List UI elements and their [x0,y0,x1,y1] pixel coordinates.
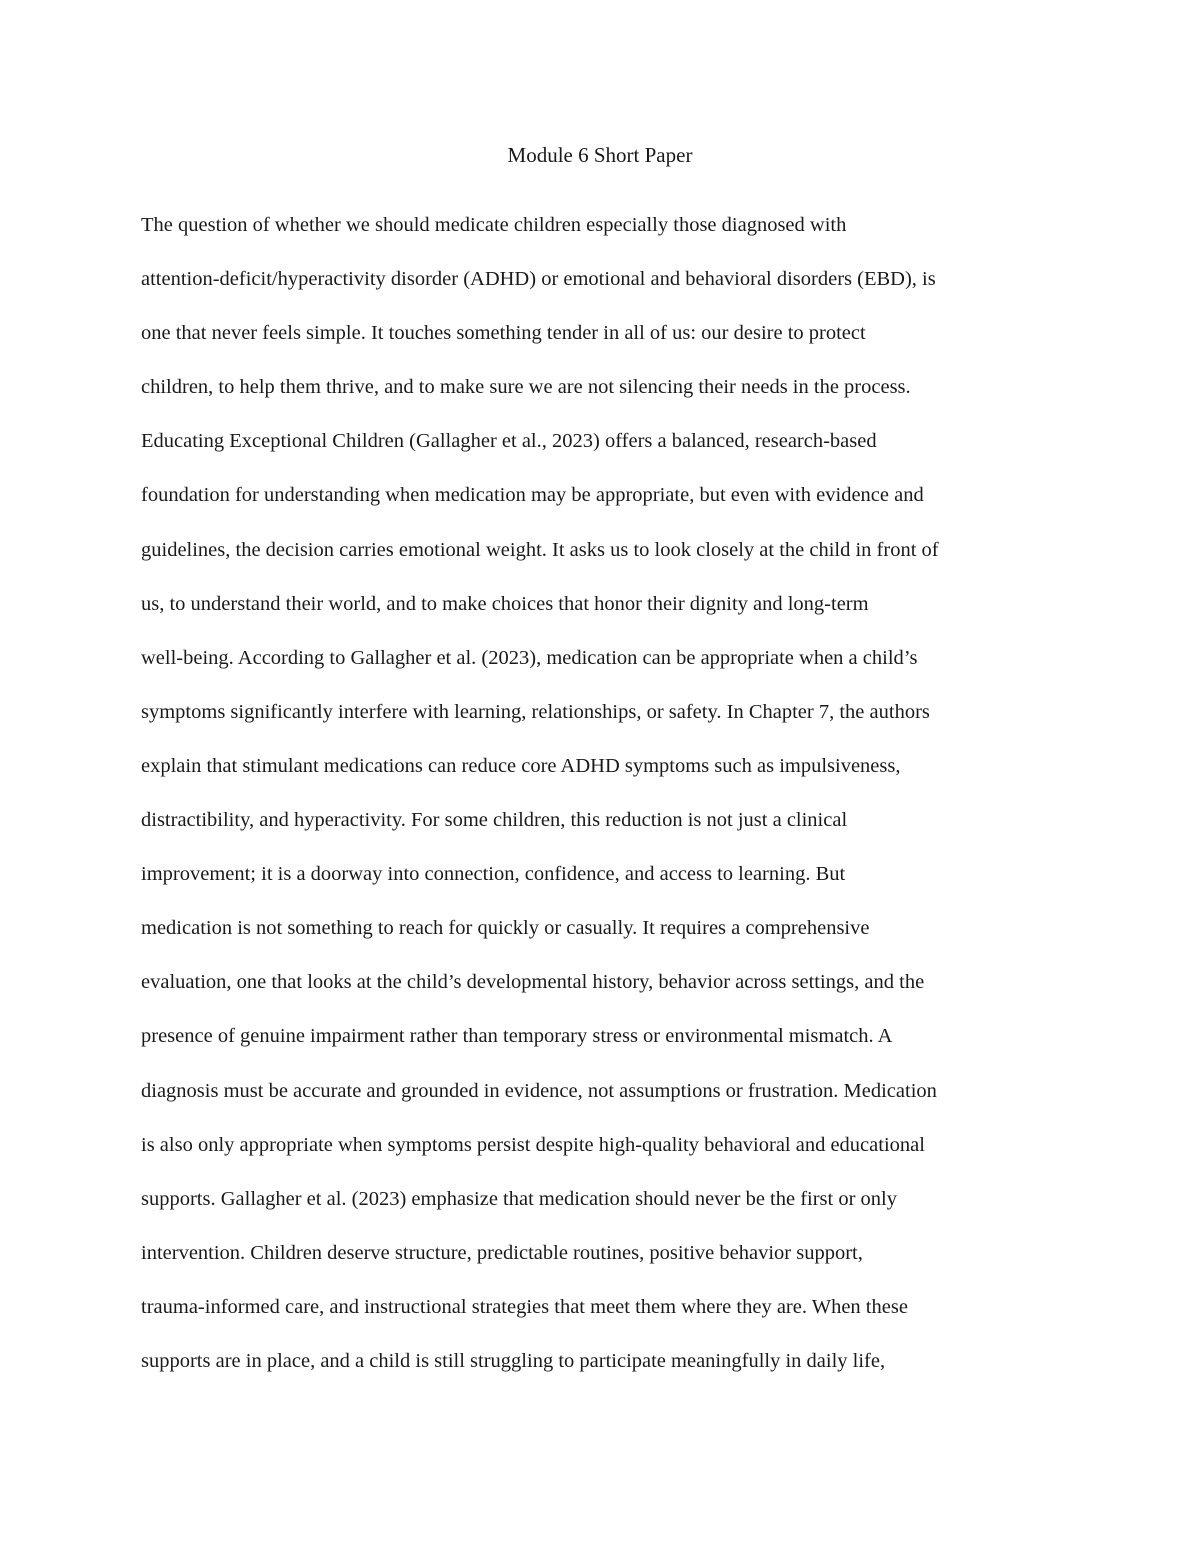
body-line: explain that stimulant medications can reduce core ADHD symptoms such as impulsiveness, [141,754,901,777]
body-line: distractibility, and hyperactivity. For some children, this reduction is not just a clinical [141,809,848,832]
body-line: foundation for understanding when medication may be appropriate, but even with evidence and [141,484,924,507]
body-line: guidelines, the decision carries emotional weight. It asks us to look closely at the child in front of [141,538,939,561]
body-line: one that never feels simple. It touches something tender in all of us: our desire to protect [141,322,866,345]
body-line: presence of genuine impairment rather than temporary stress or environmental mismatch. A [141,1025,893,1048]
body-line: us, to understand their world, and to make choices that honor their dignity and long-term [141,592,869,615]
body-line: The question of whether we should medicate children especially those diagnosed with [141,214,847,236]
body-line: trauma-informed care, and instructional strategies that meet them where they are. When these [141,1295,908,1318]
body-line: supports are in place, and a child is still struggling to participate meaningfully in daily life, [141,1349,886,1372]
body-line: diagnosis must be accurate and grounded in evidence, not assumptions or frustration. Medication [141,1079,937,1102]
body-line: attention-deficit/hyperactivity disorder (ADHD) or emotional and behavioral disorders (EBD), is [141,268,936,291]
paper-body [141,210,1071,1400]
body-line: improvement; it is a doorway into connection, confidence, and access to learning. But [141,863,846,886]
body-line: symptoms significantly interfere with learning, relationships, or safety. In Chapter 7, the authors [141,700,930,723]
body-line: well-being. According to Gallagher et al. (2023), medication can be appropriate when a child’s [141,646,918,669]
body-line: supports. Gallagher et al. (2023) emphasize that medication should never be the first or only [141,1187,898,1210]
body-line: children, to help them thrive, and to make sure we are not silencing their needs in the process. [141,376,911,399]
body-line: is also only appropriate when symptoms persist despite high-quality behavioral and educational [141,1133,925,1156]
paper-title: Module 6 Short Paper [507,143,693,167]
body-line: evaluation, one that looks at the child’s developmental history, behavior across settings, and the [141,971,925,994]
body-line: medication is not something to reach for quickly or casually. It requires a comprehensive [141,917,870,940]
body-line: intervention. Children deserve structure, predictable routines, positive behavior support, [141,1241,863,1264]
body-line: Educating Exceptional Children (Gallagher et al., 2023) offers a balanced, research-based [141,430,877,453]
